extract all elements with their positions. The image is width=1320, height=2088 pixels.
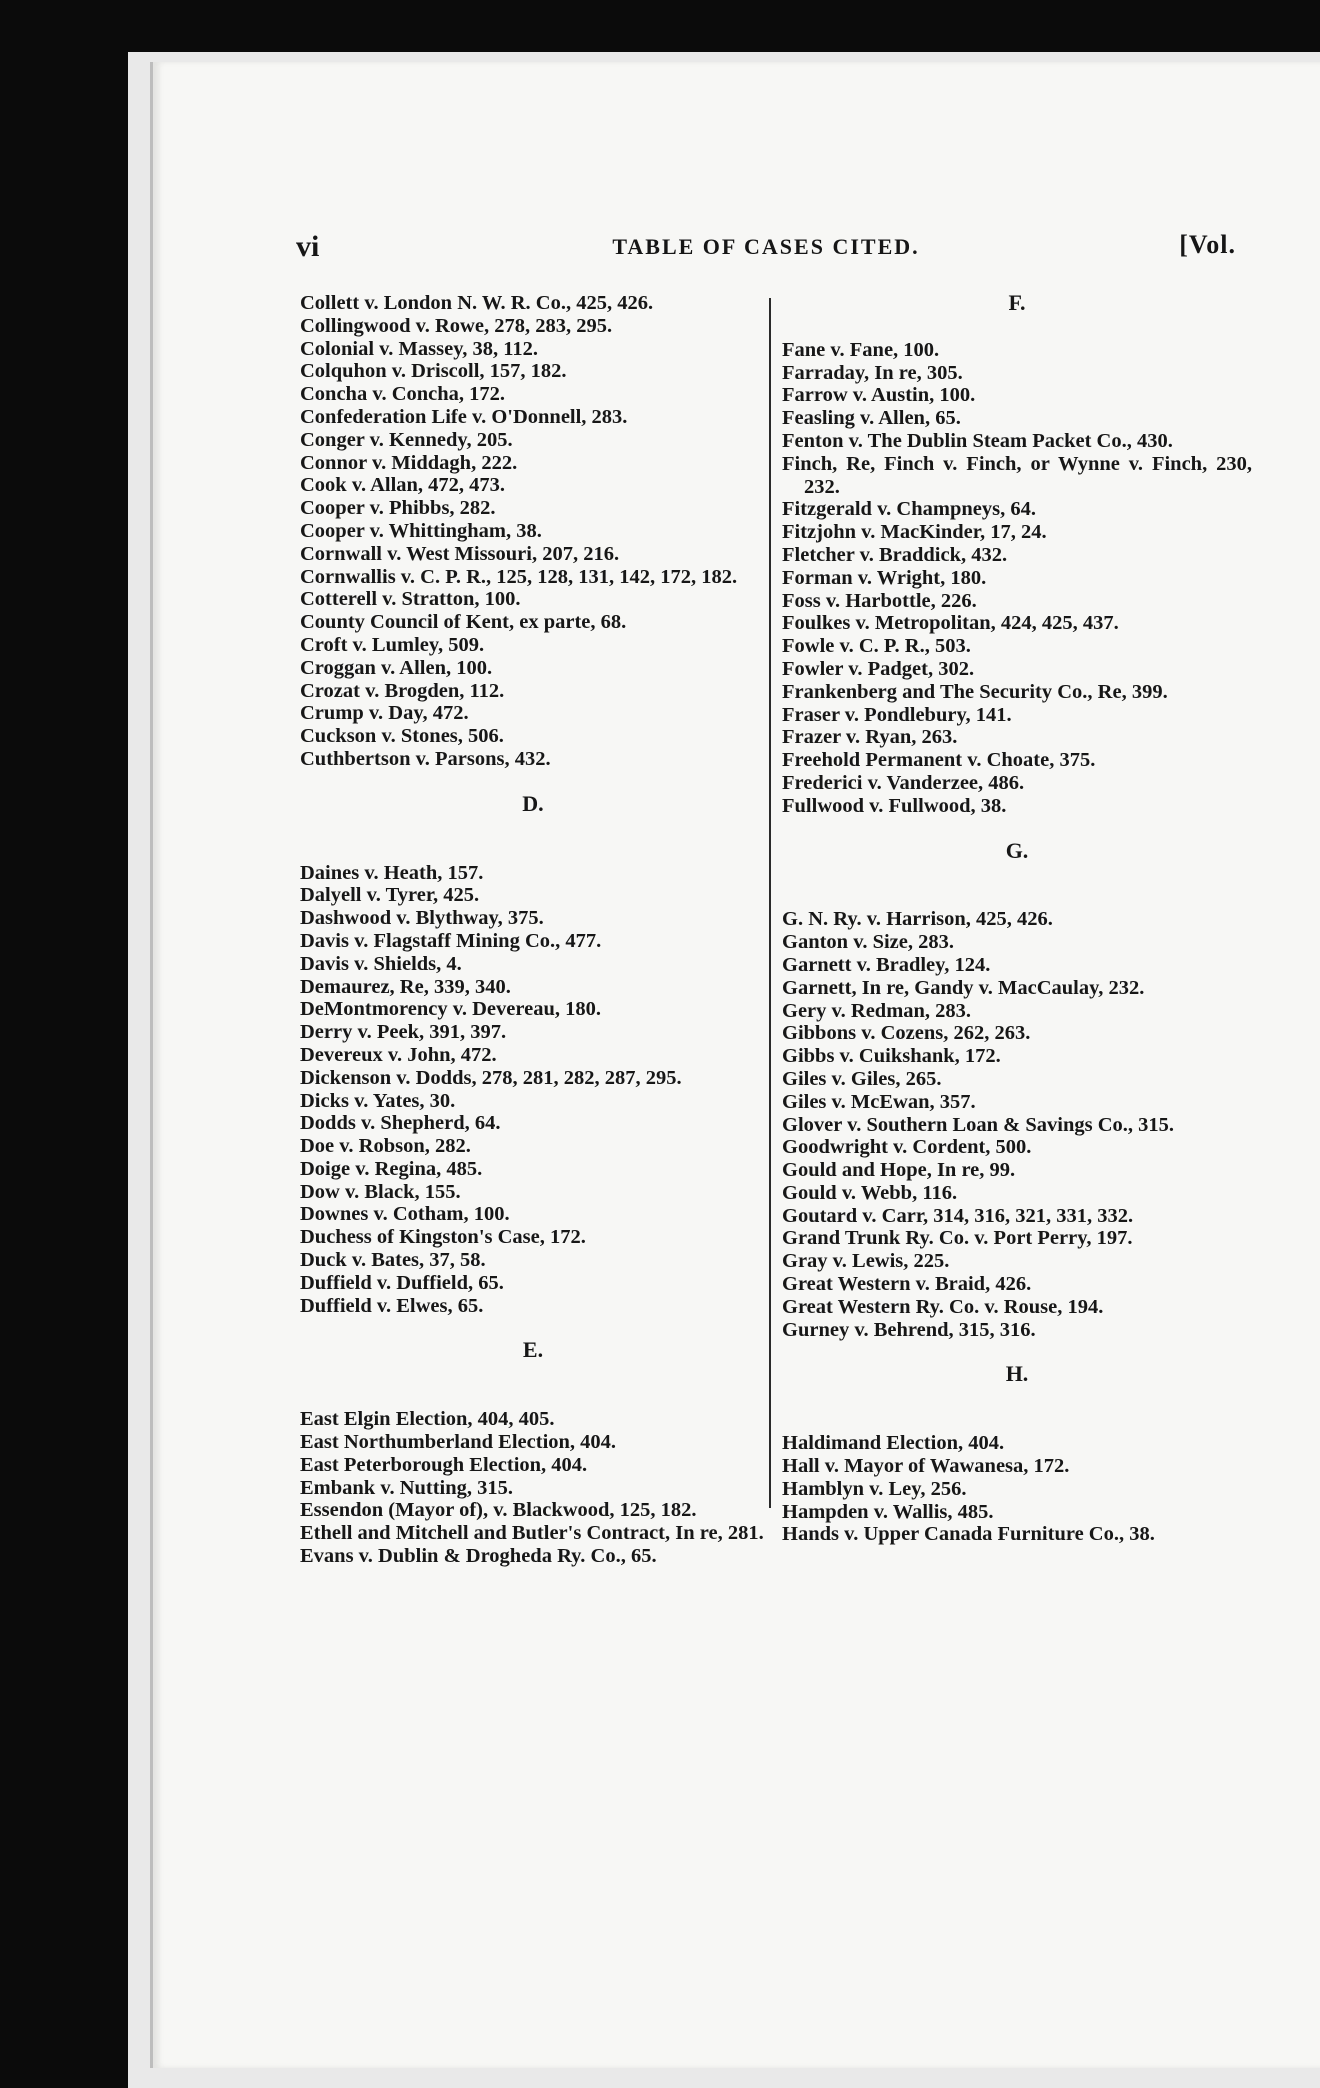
column-rule <box>769 298 771 1508</box>
case-entry: East Peterborough Election, 404. <box>300 1453 588 1476</box>
case-entry: Evans v. Dublin & Drogheda Ry. Co., 65. <box>300 1545 657 1568</box>
case-entry: Duck v. Bates, 37, 58. <box>300 1249 486 1272</box>
case-entry: Fowler v. Padget, 302. <box>782 657 975 680</box>
case-entry: Cotterell v. Stratton, 100. <box>300 588 521 611</box>
section-letter: F. <box>1008 290 1026 315</box>
case-entry: Dodds v. Shepherd, 64. <box>300 1112 501 1135</box>
case-entry: Colquhon v. Driscoll, 157, 182. <box>300 360 567 383</box>
page-number: vi <box>296 230 320 263</box>
case-entry: Gibbs v. Cuikshank, 172. <box>782 1045 1001 1068</box>
case-entry: Cooper v. Whittingham, 38. <box>300 519 542 542</box>
case-entry: Frederici v. Vanderzee, 486. <box>782 771 1025 794</box>
section-letter: G. <box>1005 837 1029 863</box>
case-entry: Cooper v. Phibbs, 282. <box>300 497 496 520</box>
case-entry: Farrow v. Austin, 100. <box>782 384 976 407</box>
case-entry: Dicks v. Yates, 30. <box>300 1089 456 1112</box>
case-entry: Colonial v. Massey, 38, 112. <box>300 337 539 360</box>
case-entry: Collingwood v. Rowe, 278, 283, 295. <box>300 314 613 337</box>
case-entry: Derry v. Peek, 391, 397. <box>300 1021 507 1044</box>
case-entry: Devereux v. John, 472. <box>300 1043 497 1066</box>
case-entry: Duchess of Kingston's Case, 172. <box>300 1226 586 1249</box>
case-entry: Connor v. Middagh, 222. <box>300 451 518 474</box>
case-entry: Garnett v. Bradley, 124. <box>782 953 991 976</box>
page-header <box>296 230 1236 264</box>
case-entry: Dickenson v. Dodds, 278, 281, 282, 287, 295. <box>300 1066 682 1089</box>
case-entry: Fletcher v. Braddick, 432. <box>782 543 1008 566</box>
case-entry: Crozat v. Brogden, 112. <box>300 679 505 702</box>
case-entry: Croggan v. Allen, 100. <box>300 656 493 679</box>
case-entry: Goodwright v. Cordent, 500. <box>782 1136 1032 1159</box>
case-entry: Hands v. Upper Canada Furniture Co., 38. <box>782 1523 1155 1546</box>
case-entry: Gray v. Lewis, 225. <box>782 1250 950 1273</box>
case-entry: Croft v. Lumley, 509. <box>300 633 485 656</box>
case-entry: Doe v. Robson, 282. <box>300 1135 471 1158</box>
case-entry: Feasling v. Allen, 65. <box>782 407 961 430</box>
case-entry: Foss v. Harbottle, 226. <box>782 589 977 612</box>
case-entry: Fullwood v. Fullwood, 38. <box>782 794 1007 817</box>
case-entry: Downes v. Cotham, 100. <box>300 1203 510 1226</box>
case-entry: Cuthbertson v. Parsons, 432. <box>300 747 551 770</box>
case-entry: Cornwallis v. C. P. R., 125, 128, 131, 142, 172, 182. <box>300 565 738 588</box>
case-entry: Great Western Ry. Co. v. Rouse, 194. <box>782 1295 1104 1318</box>
case-entry: East Elgin Election, 404, 405. <box>300 1408 555 1431</box>
case-entry: Duffield v. Duffield, 65. <box>300 1271 504 1294</box>
case-entry: Collett v. London N. W. R. Co., 425, 426. <box>300 292 654 314</box>
case-entry: Glover v. Southern Loan & Savings Co., 315. <box>782 1113 1175 1136</box>
case-entry: Fane v. Fane, 100. <box>782 338 940 361</box>
case-entry: Goutard v. Carr, 314, 316, 321, 331, 332. <box>782 1204 1134 1227</box>
case-entry: Fenton v. The Dublin Steam Packet Co., 430. <box>782 429 1173 452</box>
case-entry: Hampden v. Wallis, 485. <box>782 1500 994 1523</box>
section-letter: D. <box>522 790 544 816</box>
case-entry: Ethell and Mitchell and Butler's Contract, In re, 281. <box>300 1522 764 1545</box>
case-entry: Grand Trunk Ry. Co. v. Port Perry, 197. <box>782 1227 1133 1250</box>
case-entry: Gould v. Webb, 116. <box>782 1181 958 1204</box>
section-letter: E. <box>522 1337 544 1363</box>
case-entry: Foulkes v. Metropolitan, 424, 425, 437. <box>782 612 1119 635</box>
case-entry: Duffield v. Elwes, 65. <box>300 1294 484 1317</box>
case-entry: East Northumberland Election, 404. <box>300 1431 617 1454</box>
case-entry: Fitzjohn v. MacKinder, 17, 24. <box>782 521 1047 544</box>
case-entry: Freehold Permanent v. Choate, 375. <box>782 749 1096 772</box>
case-entry: Garnett, In re, Gandy v. MacCaulay, 232. <box>782 976 1145 999</box>
case-entry: Davis v. Flagstaff Mining Co., 477. <box>300 929 602 952</box>
case-entry: Essendon (Mayor of), v. Blackwood, 125, 182. <box>300 1499 697 1522</box>
case-entry: G. N. Ry. v. Harrison, 425, 426. <box>782 908 1053 931</box>
volume-label: [Vol. <box>1179 230 1236 259</box>
case-entry: Forman v. Wright, 180. <box>782 566 987 589</box>
case-entry: Gurney v. Behrend, 315, 316. <box>782 1318 1036 1341</box>
case-entry: Fraser v. Pondlebury, 141. <box>782 703 1012 726</box>
section-letter: H. <box>1005 1361 1029 1387</box>
case-entry: Ganton v. Size, 283. <box>782 931 954 954</box>
case-entry: Daines v. Heath, 157. <box>300 861 484 884</box>
case-entry: Dalyell v. Tyrer, 425. <box>300 884 480 907</box>
case-entry: Haldimand Election, 404. <box>782 1432 1005 1455</box>
case-entry: Fitzgerald v. Champneys, 64. <box>782 498 1036 521</box>
case-entry: Davis v. Shields, 4. <box>300 952 462 975</box>
case-entry: Cook v. Allan, 472, 473. <box>300 474 506 497</box>
case-entry: Farraday, In re, 305. <box>782 361 963 384</box>
case-entry: Doige v. Regina, 485. <box>300 1157 483 1180</box>
case-entry: Frankenberg and The Security Co., Re, 399. <box>782 680 1168 703</box>
running-head: TABLE OF CASES CITED. <box>612 234 920 259</box>
case-entry: Gibbons v. Cozens, 262, 263. <box>782 1022 1031 1045</box>
case-entry: Great Western v. Braid, 426. <box>782 1273 1032 1296</box>
case-entry: Gery v. Redman, 283. <box>782 999 972 1022</box>
case-entry: Hall v. Mayor of Wawanesa, 172. <box>782 1455 1070 1478</box>
case-entry: Fowle v. C. P. R., 503. <box>782 635 971 658</box>
left-column <box>300 292 766 1568</box>
case-entry: Embank v. Nutting, 315. <box>300 1476 514 1499</box>
case-entry: Dashwood v. Blythway, 375. <box>300 907 544 930</box>
case-entry: Confederation Life v. O'Donnell, 283. <box>300 405 628 428</box>
case-entry: Concha v. Concha, 172. <box>300 383 506 406</box>
case-entry: Gould and Hope, In re, 99. <box>782 1159 1016 1182</box>
case-entry: Finch, Re, Finch v. Finch, or Wynne v. Finch, 230, 232. <box>782 452 1252 498</box>
case-entry: Cuckson v. Stones, 506. <box>300 725 504 748</box>
case-entry: Crump v. Day, 472. <box>300 702 469 725</box>
case-entry: Frazer v. Ryan, 263. <box>782 726 958 749</box>
case-entry: Hamblyn v. Ley, 256. <box>782 1477 967 1500</box>
case-entry: Cornwall v. West Missouri, 207, 216. <box>300 542 620 565</box>
case-entry: DeMontmorency v. Devereau, 180. <box>300 998 601 1021</box>
case-entry: Demaurez, Re, 339, 340. <box>300 975 511 998</box>
right-column <box>782 292 1252 1546</box>
case-entry: Giles v. Giles, 265. <box>782 1067 942 1090</box>
case-entry: Conger v. Kennedy, 205. <box>300 428 513 451</box>
case-entry: Giles v. McEwan, 357. <box>782 1090 976 1113</box>
case-entry: County Council of Kent, ex parte, 68. <box>300 611 627 634</box>
case-entry: Dow v. Black, 155. <box>300 1180 461 1203</box>
